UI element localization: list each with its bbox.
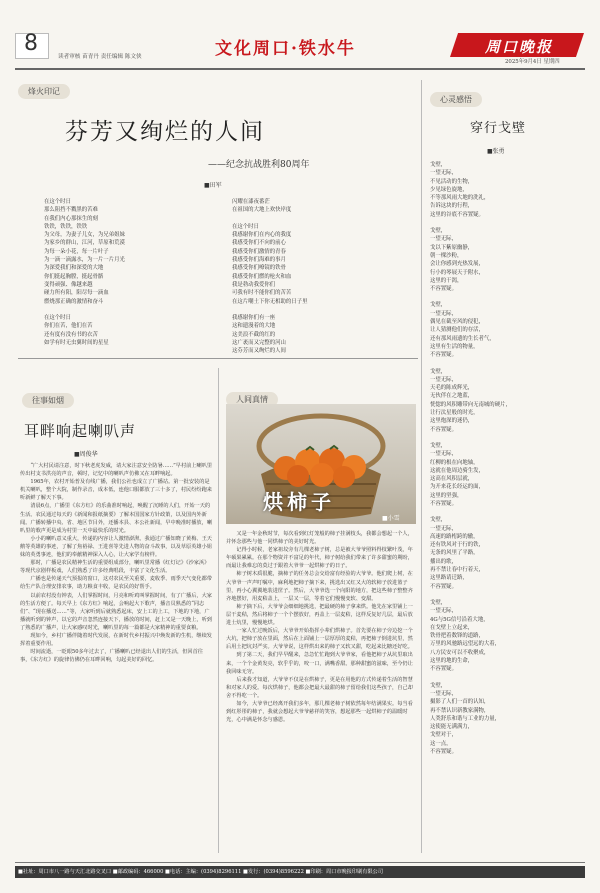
poem-line: 在这个时日 <box>44 199 71 205</box>
article-paragraph: 1965年，农村开始普及有线广播，我们公社也成立了广播站。第一批安装的是机关喇叭，整个大院，制作录音，成本低，连他口服都放了三十多了，村民纷纷跑来听新鲜了解天下事。 <box>20 479 212 502</box>
poem-line: 我是勃动我爱你们 <box>232 281 276 288</box>
poem-line: 再不禁认识新教家满物， <box>430 707 490 714</box>
poem-line: 我感谢你们在内心的我度 <box>232 232 292 239</box>
header-rule <box>15 68 585 70</box>
poem-line: 这里的干渴， <box>430 277 463 284</box>
poem-line: 在这个时日 <box>232 223 259 230</box>
column-tag-fenghuo: 烽火印记 <box>18 84 70 99</box>
poem-line: 不容置疑。 <box>430 583 457 590</box>
article-paragraph: 以前农村没有钟表，人们掌握时间，月亮和听鸡叫掌握时间，有了广播后，大家的生活方便了。每天早上《东方红》响起，会响起大下歌声，播音员熟悉的“同志们”、“现在播送……”等，大家听到后就熟悉起床，安上工的上工，下地的下地，广播就听到的钟声，以它的声音忽然连接天下，播放的时间，赶上又是一天晚上，听到了熟悉的广播声，让大家感叹时光，喇叭里的每一篇都是大家精神的重要食粮。 <box>20 592 212 631</box>
poem-stanza <box>430 442 585 508</box>
poem-line: 一望无际， <box>430 170 457 177</box>
article-paragraph: 如今，大爷爷已经离开我们多年，那几棵老柿子树依然每年结满果实。每当看到红彤彤的柿子，我就会想起大爷爷慈祥的笑容，想起那些一起烘柿子的温暖时光，心中满是怀念与感恩。 <box>226 700 413 724</box>
page-header <box>0 0 600 70</box>
poem-line: 为深爱我们和深爱的大地 <box>44 265 104 272</box>
article-paragraph: 时间流逝，一眨眼50多年过去了，广播喇叭已经退出人们的生活，但回首往事，《东方红》的旋律仿佛仍在耳畔回响，勾起美好的回忆。 <box>20 649 203 664</box>
left-author: ■周俊华 <box>74 451 98 458</box>
main-subtitle: ——纪念抗战胜利80周年 <box>208 160 310 170</box>
poem-line: 少见绿色旋地， <box>430 186 468 193</box>
poem-line: 为一滴一滴露水，为一片一片月光 <box>44 257 125 264</box>
poem-line: 戈壁， <box>430 442 447 449</box>
poem-line: 我感受你们激情的青春 <box>232 248 286 255</box>
poem-line: 不容置疑。 <box>430 426 457 433</box>
poem-line: 戈壁， <box>430 162 447 168</box>
poem-stanza <box>430 368 585 434</box>
main-author: ■田军 <box>204 182 222 189</box>
article-paragraph: “广大村民请注意，时下秋老虎发威，请大家注意安全防暑……”早村前上喇叭里传出村支书洪亮的声音，顿时，记忆中的喇叭声仿佛又在耳畔响起。 <box>20 463 213 478</box>
poem-line: 这里的坚强， <box>430 492 463 499</box>
article-paragraph: 又是一年金秋时节，每次看到红灯笼般的柿子挂满枝头，我都会想起一个人，并怀念那些与他一同烘柿子的美好时光。 <box>226 531 413 546</box>
poem-line: 红柳的根在向地轴， <box>430 459 479 466</box>
poem-line: 在祖国的大地上欢快岸度 <box>232 207 292 214</box>
newspaper-logo: 周口晚报 <box>484 38 553 56</box>
poem-line: 不容置疑。 <box>430 286 457 293</box>
poem-stanza <box>430 301 585 359</box>
poem-line: 在这片嘲土下你无相助的日子里 <box>232 298 308 305</box>
poem-line: 这里的地的生命， <box>430 658 474 665</box>
poem-line: 在这个时日 <box>44 315 71 322</box>
poem-line: 我感受你们嘹镜的铁骨 <box>232 265 286 272</box>
article-paragraph: 那时，广播是农民精神生活的重要组成部分，喇叭里常播《红灯记》《沙家浜》等现代京剧样板戏，人们熟悉了许多经典唱段，丰富了文化生活。 <box>20 560 210 575</box>
poem-line <box>44 306 219 314</box>
poem-stanza <box>430 227 585 293</box>
poem-line: 行小的琴展天于附水， <box>430 269 484 276</box>
poem-line: 戈壁， <box>430 302 447 309</box>
right-author: ■张勇 <box>487 148 505 155</box>
poem-stanza <box>430 599 585 674</box>
article-paragraph: 广播也是传递天气预报的窗口，这对农民至关重要，麦收季、雨季天气变化都带给生产队合理安排农事，助力粮食丰收，是农民的好帮手。 <box>20 576 212 591</box>
poem-line: 不容置疑。 <box>430 500 457 507</box>
column-tag-wangshi: 往事如烟 <box>22 393 74 408</box>
poem-line: 我感受你们海难的事月 <box>232 257 286 264</box>
poem-line: 还有那风雨遗的生长者气， <box>430 335 495 342</box>
center-author: ■小雪 <box>382 515 400 522</box>
page-number: 8 <box>24 31 38 56</box>
poem-line: 这高在风积层就， <box>430 476 474 483</box>
poem-line: 人类舒乐和谐与工业的力量， <box>430 715 501 722</box>
poem-line: 一望无际， <box>430 376 457 383</box>
photo-caption: 烘柿子 <box>263 490 335 514</box>
poem-line: 为每一朵小花，每一片叶子 <box>44 248 109 255</box>
center-article-body <box>226 530 416 852</box>
poem-line: 铁铁，铁铁，铁铁 <box>44 223 88 230</box>
poem-line: 天毛的陈成辉光， <box>430 385 474 392</box>
article-paragraph: 记得小时候，老家祖坟旁有几棵老柿子树，总是被大爷爷照料得枝繁叶茂，年年硕果累累。在那个物资并不富足的年代，柿子树给我们带来了许多甜蜜的期盼，而最让我难忘的莫过于跟着大爷爷一起烘柿子的日子。 <box>226 547 413 570</box>
poem-line: 八方民安可以不收聚成， <box>430 649 490 656</box>
poem-left-column <box>44 198 219 347</box>
poem-line: 这和遗漫着的大地 <box>232 323 276 330</box>
article-paragraph: 小小的喇叭意义重大，传递的内容让人激情澎湃。我通过广播知晓了黄梅、王天鹅等英雄的事迹，了解了焦裕禄、王进喜等先进人物的奋斗故事，以及草原英雄小姐妹的英勇事迹，他们的奉献精神深入人心，让大家学有榜样。 <box>20 535 212 559</box>
poem-line: 会让你感到充热发展， <box>430 261 484 268</box>
poem-line: 这一点， <box>430 740 452 747</box>
poem-line: 这芬芳而又绚烂的人间 <box>232 348 286 355</box>
poem-line <box>232 306 412 314</box>
poem-line: 闪耀在漆夜番茫 <box>232 199 270 205</box>
poem-line: 偶见在截至风的侵犯， <box>430 319 484 326</box>
poem-line: 为家乡的群山，江河，草原和荒漠 <box>44 240 125 247</box>
poem-line: 不容置疑。 <box>430 749 457 755</box>
poem-line: 我感受你们燃的枪火和血 <box>232 273 292 280</box>
poem-line: 戈壁， <box>430 228 447 235</box>
poem-line: 变得顽强、像越来越 <box>44 281 93 288</box>
poem-line: 戈壁， <box>430 682 447 689</box>
poem-line: 一望无际， <box>430 690 457 697</box>
poem-line: 戈壁， <box>430 517 447 524</box>
poem-line: 这里路请迁路， <box>430 575 468 582</box>
poem-line: 还有铁风对于行的铁， <box>430 542 484 549</box>
poem-line: 高速的路桁跨的辙， <box>430 533 479 540</box>
article-paragraph: 清晨6点，广播里《东方红》的乐曲准时响起，唤醒了沉睡的人们，开始一天的生活。农民通过每天的《新闻和报纸摘要》了解本国国家方针政策，以及国内外新闻。广播转播中央、省、地区节目外，还播本县、本公社新闻，早中晚准时播放，喇叭里的歌声更是成为村里一天中最快乐的时光。 <box>20 503 212 534</box>
section-title: 文化周口·铁水牛 <box>215 39 356 59</box>
left-article-body <box>20 462 213 852</box>
column-tag-xinling: 心灵感悟 <box>430 92 482 107</box>
poem-stanza <box>430 161 585 219</box>
editors-line: 读者审核 苗青丹 责任编辑 陈文侠 <box>58 54 142 60</box>
poem-line: 这里的谷底不容置疑。 <box>430 211 484 218</box>
poem-line: 不等那风雨大地的洗礼， <box>430 195 490 202</box>
poem-line: 一望无际， <box>430 310 457 317</box>
poem-line: 我感谢你们有一座 <box>232 315 276 322</box>
right-title: 穿行戈壁 <box>470 121 527 136</box>
poem-line: 一望无际， <box>430 525 457 532</box>
poem-line: 让人猜测他们的存活， <box>430 327 484 334</box>
poem-line: 万里的风驰路远望远的大着， <box>430 641 501 648</box>
poem-line: 告诉这块的行程， <box>430 203 474 210</box>
column-divider-left <box>218 368 219 853</box>
column-tag-renjian: 人间真情 <box>226 392 278 407</box>
article-paragraph: 一家人忙过晚饭后，大爷爷开始指挥小辈们烘柿子。首先要在柿子旁边挖一个大坑，把柿子放在里面，然后在上面铺上一层厚厚的麦秸，再把柿子倒进坑里，然后用土把坑封严实。大爷爷说，这样烘出来的柿子又软又甜，吃起来比糖还好吃。 <box>226 628 413 651</box>
poem-line: 这美浪不截的红的 <box>232 331 276 338</box>
poem-line: 铁骨把着数锋的道路， <box>430 633 484 640</box>
poem-stanza <box>430 682 585 757</box>
poem-line: 摄影了人们一首的认知， <box>430 699 490 706</box>
poem-line: 为开来花长经运的面， <box>430 484 484 491</box>
article-paragraph: 后来我才知道，大爷爷不仅是在烘柿子，更是在用他的方式传递着生活的智慧和对家人的爱。每次烘柿子，他都会把最大最甜的柿子留给我们这些孩子，自己却舍不得吃一个。 <box>226 676 413 699</box>
poem-line: 无条的风里了平路， <box>430 550 479 557</box>
left-title: 耳畔响起喇叭声 <box>24 422 137 440</box>
poem-line: 不容置疑。 <box>430 666 457 673</box>
poem-line: 一望无际， <box>430 236 457 243</box>
poem-right-column <box>232 198 412 356</box>
poem-line: 无伙伴在之地蓝， <box>430 393 474 400</box>
poem-line: 可我有时不能你们的苦苦 <box>232 290 292 297</box>
column-divider-right <box>421 80 422 853</box>
poem-line: 不容置疑。 <box>430 352 457 359</box>
issue-date: 2025年9月4日 星期四 <box>505 59 560 65</box>
footer-rule <box>15 862 585 863</box>
poem-line: 你们在苦，他们在苦 <box>44 323 93 330</box>
right-poem-body <box>430 161 585 856</box>
poem-line: 你们挺起胸膛，挺起骨骼 <box>44 273 104 280</box>
poem-line: 戈壁， <box>430 368 447 375</box>
poem-line: 我感受你们不向的前心 <box>232 240 286 247</box>
poem-line: 戈壁对于， <box>430 732 457 739</box>
poem-line: 一望无际， <box>430 451 457 458</box>
poem-line: 这使能无满满力， <box>430 724 474 731</box>
poem-line: 4G与5G信号沿着大地， <box>430 616 489 623</box>
poem-stanza <box>430 516 585 591</box>
poem-line: 播出的歌， <box>430 558 457 565</box>
main-title: 芬芳又绚烂的人间 <box>65 119 265 145</box>
poem-line: 朝一棵沙粉， <box>430 252 463 259</box>
poem-line: 燃烧那正确的激情和奋斗 <box>44 298 104 305</box>
footer-info: ■社址：周口市八一路与天汇北路交叉口 ■邮政编码：466000 ■电话：主编：(0394)8296111 ■发行：(0394)8596222 ■印刷：周口市晚报印刷有限公司 <box>18 869 384 875</box>
divider-main <box>18 358 418 359</box>
article-paragraph: 柿子摘下后，大爷爷会细细地挑选，把最硬的柿子拿来烘。他先在家里铺上一层干麦秸，然后将柿子一个个摆放好，再盖上一层麦秸，这样反复好几层，最后放进土炕里，慢慢地烘。 <box>226 603 413 627</box>
poem-line: 那么阻挡不戮黑的苦难 <box>44 207 98 214</box>
poem-line: 再不禁让春中行着天， <box>430 567 484 574</box>
poem-line: 戈壁， <box>430 599 447 606</box>
poem-line: 在我们内心那抹生的刻 <box>44 215 98 222</box>
poem-line: 碰力所有阳，阳尽每一滴血 <box>44 290 109 297</box>
poem-line <box>232 215 412 223</box>
poem-line: 这里有生活的物量， <box>430 343 479 350</box>
poem-line: 在戈壁上立起来， <box>430 624 474 631</box>
article-paragraph: 柿子树木质很脆，摘柿子的任务总会交给富有经验的大爷爷。他们爬上树，在大爷爷一声声叮嘱中，麻利地把柿子摘下来，挑选出又红又大的软柿子放进篮子里，再小心翼翼地装进筐子。然后，大爷爷选一个向阳的地方，把这些柿子整整齐齐地摆好，用麦秸盖上，一层又一层，等着它们慢慢变软、变甜。 <box>226 571 413 602</box>
poem-line: 戈以下紫原幽静， <box>430 244 474 251</box>
poem-line: 为父母，为妻子儿女，为兄弟姐妹 <box>44 232 125 239</box>
poem-line: 还有度有没有书的衣苦 <box>44 331 98 338</box>
poem-line: 这就在他周边骑生发， <box>430 467 484 474</box>
poem-line: 一望无际， <box>430 608 457 615</box>
poem-line: 让行汰星般的时光， <box>430 410 479 417</box>
poem-line: 不见活动的生物， <box>430 178 474 185</box>
poem-line: 恍惚的风积雕带向无南城的硬片， <box>430 401 511 408</box>
poem-line: 这广袤而又完整的河山 <box>232 340 286 347</box>
poem-line: 这里炮深的迷仍， <box>430 418 474 425</box>
article-paragraph: 到了第二天，我们早早醒来，急急忙忙跑到大爷爷家，看他把柿子从坑里取出来，一个个金黄发亮，软乎乎的，咬一口，满嘴香甜。那种甜蜜的滋味，至今仍让我回味无穷。 <box>226 652 413 675</box>
poem-line: 如学有时无虫翼时间的星星 <box>44 340 109 347</box>
article-paragraph: 现如今，乡村广播伴随着时代发展，在新时代乡村振兴中焕发新的生机，继续发挥着重要作用。 <box>20 632 212 648</box>
